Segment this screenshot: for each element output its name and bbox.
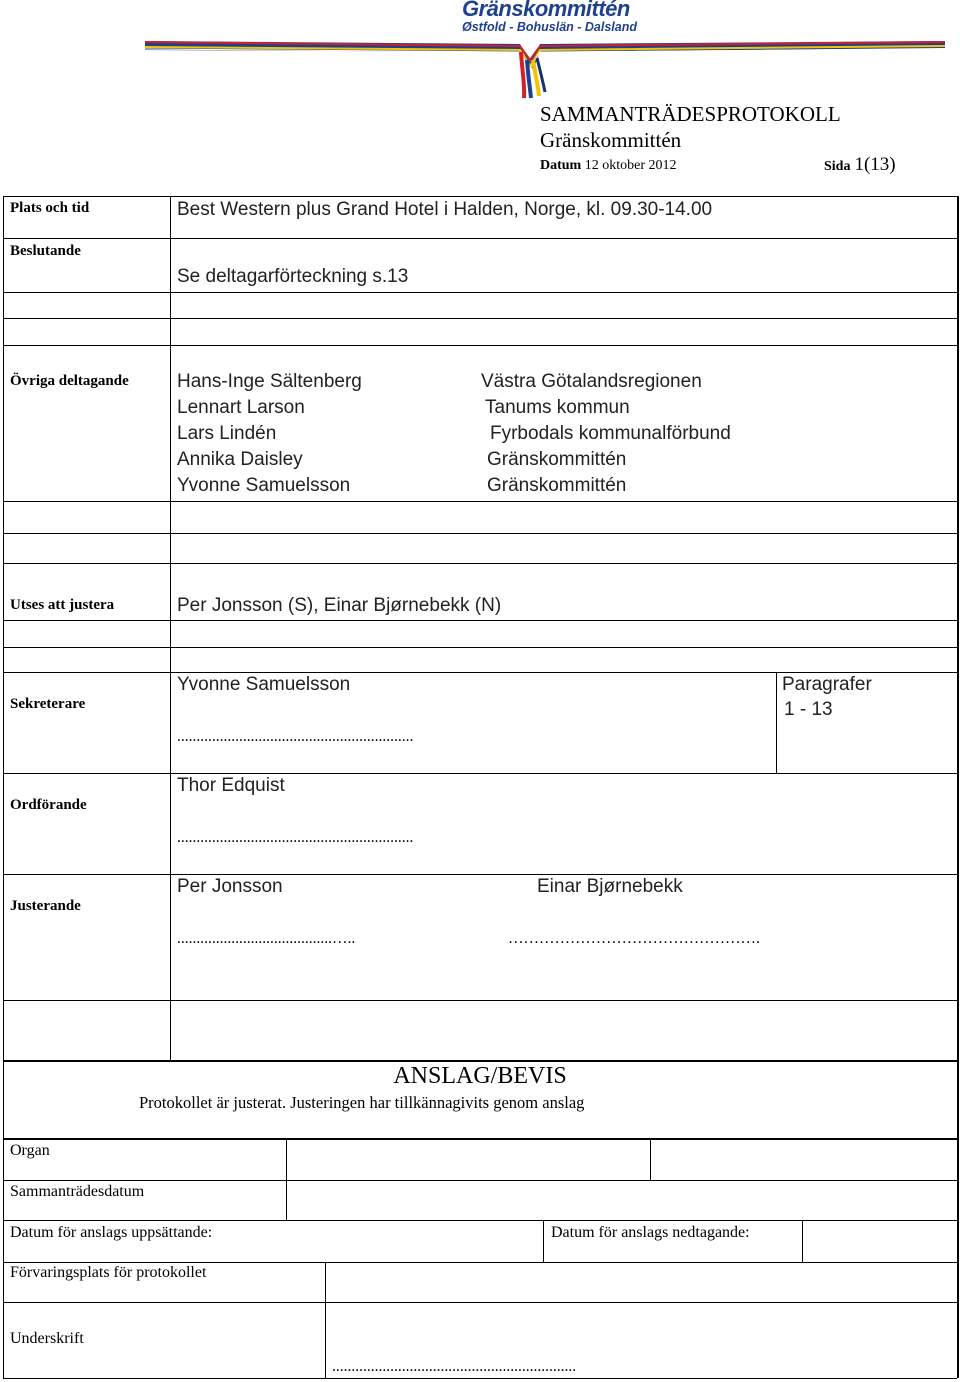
page-label: Sida <box>824 159 851 174</box>
participant-org: Tanums kommun <box>485 397 630 418</box>
place-value: Best Western plus Grand Hotel i Halden, Norge, kl. 09.30-14.00 <box>177 199 713 220</box>
date-value: 12 oktober 2012 <box>584 158 677 173</box>
notice-title: ANSLAG/BEVIS <box>393 1063 567 1089</box>
participant-name: Yvonne Samuelsson <box>177 475 351 496</box>
secretary-name: Yvonne Samuelsson <box>177 674 351 695</box>
participant-org: Fyrbodals kommunalförbund <box>490 423 731 444</box>
secretary-label: Sekreterare <box>10 696 86 712</box>
participant-org: Gränskommittén <box>487 449 627 470</box>
posted-date-label: Datum för anslags uppsättande: <box>10 1224 213 1241</box>
deciding-value: Se deltagarförteckning s.13 <box>177 266 409 287</box>
notice-signature-line[interactable]: ............................................................... <box>332 1358 577 1375</box>
others-label: Övriga deltagande <box>10 373 129 389</box>
adjuster1-name: Per Jonsson <box>177 876 283 897</box>
signature-label: Underskrift <box>10 1330 84 1347</box>
participant-name: Hans-Inge Sältenberg <box>177 371 362 392</box>
page-row <box>824 154 896 176</box>
chair-name: Thor Edquist <box>177 775 285 796</box>
page-value: 1(13) <box>854 154 896 175</box>
ribbon-graphic <box>0 0 960 100</box>
storage-label: Förvaringsplats för protokollet <box>10 1264 207 1281</box>
removed-date-label: Datum för anslags nedtagande: <box>551 1224 750 1241</box>
doc-type: SAMMANTRÄDESPROTOKOLL <box>540 102 841 126</box>
place-label: Plats och tid <box>10 200 90 216</box>
adjust-label: Utses att justera <box>10 597 115 613</box>
adjuster1-signature-line[interactable]: ........................................….. <box>177 930 356 947</box>
participant-org: Västra Götalandsregionen <box>481 371 702 392</box>
date-label: Datum <box>540 158 582 173</box>
logo-regions: Østfold - Bohuslän - Dalsland <box>462 20 638 34</box>
adjuster2-signature-line[interactable]: …………………………………………. <box>508 930 760 947</box>
notice-subtitle: Protokollet är justerat. Justeringen har tillkännagivits genom anslag <box>139 1093 585 1112</box>
chair-signature-line[interactable]: ............................................................. <box>177 829 414 846</box>
adjuster2-name: Einar Bjørnebekk <box>537 876 683 897</box>
chair-label: Ordförande <box>10 797 87 813</box>
participant-name: Annika Daisley <box>177 449 303 470</box>
org-name: Gränskommittén <box>540 128 682 152</box>
adjusters-label: Justerande <box>10 898 81 914</box>
paragraphs-value: 1 - 13 <box>784 699 833 720</box>
secretary-signature-line[interactable]: ............................................................. <box>177 728 414 745</box>
participant-name: Lennart Larson <box>177 397 305 418</box>
adjust-value: Per Jonsson (S), Einar Bjørnebekk (N) <box>177 595 502 616</box>
participant-name: Lars Lindén <box>177 423 277 444</box>
deciding-label: Beslutande <box>10 243 81 259</box>
organ-label: Organ <box>10 1142 50 1159</box>
paragraphs-label: Paragrafer <box>782 674 872 695</box>
meeting-date-label: Sammanträdesdatum <box>10 1183 145 1200</box>
date-row <box>540 158 677 174</box>
logo-name: Gränskommittén <box>462 0 630 21</box>
participant-org: Gränskommittén <box>487 475 627 496</box>
